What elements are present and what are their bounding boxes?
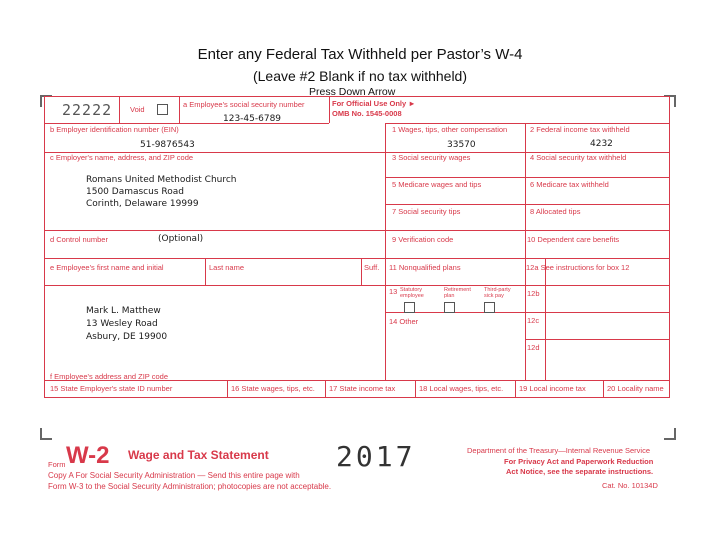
box19-label: 19 Local income tax [519, 384, 586, 393]
catalog-number: Cat. No. 10134D [602, 481, 658, 490]
box11-label: 11 Nonqualified plans [389, 263, 461, 272]
form-word: Form [48, 460, 66, 469]
void-label: Void [130, 105, 145, 114]
form-title: Wage and Tax Statement [128, 448, 269, 462]
last-name-label: Last name [209, 263, 245, 272]
box7-label: 7 Social security tips [392, 207, 461, 216]
box5-label: 5 Medicare wages and tips [392, 180, 482, 189]
privacy-line-2: Act Notice, see the separate instructions. [506, 467, 654, 476]
statutory-label: Statutory employee [400, 287, 424, 299]
divider [385, 177, 669, 178]
box8-label: 8 Allocated tips [530, 207, 581, 216]
corner-mark-bl [40, 428, 52, 440]
divider [603, 380, 604, 397]
divider [385, 123, 669, 124]
divider [385, 123, 386, 380]
box1-label: 1 Wages, tips, other compensation [392, 125, 508, 134]
box13-label: 13 [389, 287, 398, 296]
employee-street[interactable]: 13 Wesley Road [86, 319, 158, 329]
copy-line-1: Copy A For Social Security Administration — Send this entire page with [48, 471, 300, 480]
retirement-label: Retirement plan [444, 287, 471, 299]
divider [525, 123, 526, 380]
employee-name[interactable]: Mark L. Matthew [86, 306, 161, 316]
federal-tax-value[interactable]: 4232 [590, 139, 613, 149]
corner-mark-br [664, 428, 676, 440]
employer-street[interactable]: 1500 Damascus Road [86, 187, 184, 197]
treasury-label: Department of the Treasury—Internal Revenue Service [467, 446, 651, 455]
wages-value[interactable]: 33570 [447, 140, 476, 150]
divider [325, 380, 326, 397]
control-number-label: d Control number [50, 235, 108, 244]
divider [525, 312, 669, 313]
box14-label: 14 Other [389, 317, 419, 326]
privacy-line-1: For Privacy Act and Paperwork Reduction [504, 457, 654, 466]
retirement-checkbox[interactable] [444, 302, 455, 313]
divider [45, 230, 385, 231]
box2-label: 2 Federal income tax withheld [530, 125, 630, 134]
employer-label: c Employer's name, address, and ZIP code [50, 153, 194, 162]
employer-name[interactable]: Romans United Methodist Church [86, 175, 237, 185]
sickpay-label: Third-party sick pay [484, 287, 511, 299]
employee-city[interactable]: Asbury, DE 19900 [86, 332, 168, 342]
w2-form [44, 96, 670, 398]
copy-line-2: Form W-3 to the Social Security Administration; photocopies are not acceptable. [48, 482, 332, 491]
divider [329, 97, 330, 123]
employer-city[interactable]: Corinth, Delaware 19999 [86, 199, 199, 209]
box12c-label: 12c [527, 316, 540, 325]
divider [525, 339, 669, 340]
box17-label: 17 State income tax [329, 384, 396, 393]
box12d-label: 12d [527, 343, 540, 352]
divider [227, 380, 228, 397]
sickpay-checkbox[interactable] [484, 302, 495, 313]
divider [415, 380, 416, 397]
box6-label: 6 Medicare tax withheld [530, 180, 609, 189]
divider [515, 380, 516, 397]
divider [45, 285, 385, 286]
instruction-line-2: (Leave #2 Blank if no tax withheld) [252, 68, 467, 84]
form-year: 2017 [336, 440, 416, 473]
divider [45, 258, 669, 259]
instruction-line-1: Enter any Federal Tax Withheld per Pastor’s W-4 [197, 46, 523, 63]
box4-label: 4 Social security tax withheld [530, 153, 627, 162]
box20-label: 20 Locality name [607, 384, 664, 393]
instruction-press-down: Press Down Arrow [309, 86, 396, 98]
ein-value[interactable]: 51-9876543 [140, 140, 195, 150]
divider [385, 204, 669, 205]
box12b-label: 12b [527, 289, 540, 298]
box3-label: 3 Social security wages [392, 153, 471, 162]
statutory-checkbox[interactable] [404, 302, 415, 313]
box18-label: 18 Local wages, tips, etc. [419, 384, 504, 393]
divider [361, 258, 362, 285]
divider [545, 258, 546, 380]
suffix-label: Suff. [364, 263, 380, 272]
control-number-value[interactable]: (Optional) [158, 234, 204, 244]
form-name: W-2 [66, 442, 110, 469]
employee-address-label: f Employee's address and ZIP code [50, 372, 169, 381]
divider [385, 230, 669, 231]
divider [179, 97, 180, 123]
box10-label: 10 Dependent care benefits [527, 235, 620, 244]
ssn-value[interactable]: 123-45-6789 [223, 114, 282, 124]
divider [205, 258, 206, 285]
official-use-label: For Official Use Only ► [332, 99, 416, 108]
ein-label: b Employer identification number (EIN) [50, 125, 179, 134]
omb-number: OMB No. 1545-0008 [332, 109, 402, 118]
box15-label: 15 State Employer's state ID number [50, 384, 173, 393]
box16-label: 16 State wages, tips, etc. [231, 384, 315, 393]
divider [385, 285, 669, 286]
divider [45, 123, 179, 124]
divider [119, 97, 120, 123]
box9-label: 9 Verification code [392, 235, 454, 244]
ssn-label: a Employee's social security number [183, 100, 305, 109]
control-code: 22222 [62, 101, 113, 119]
employee-first-label: e Employee's first name and initial [50, 263, 164, 272]
void-checkbox[interactable] [157, 104, 168, 115]
box12a-label: 12a See instructions for box 12 [526, 263, 630, 272]
